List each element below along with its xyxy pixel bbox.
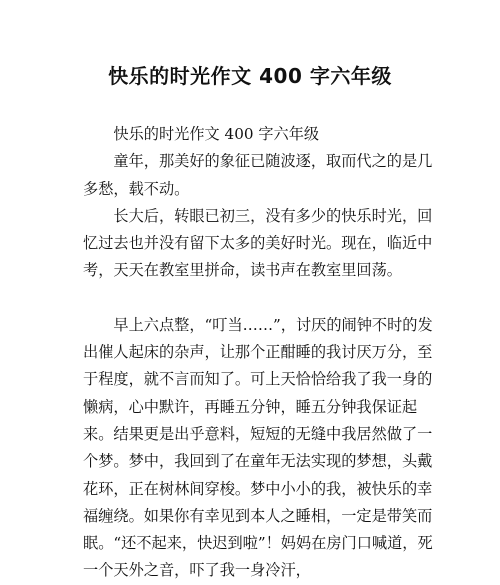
paragraph-spacer — [83, 285, 438, 312]
paragraph-childhood: 童年，那美好的象征已随波逐，取而代之的是几多愁，载不动。 — [83, 152, 433, 198]
paragraph-grown-up: 长大后，转眼已初三，没有多少的快乐时光，回忆过去也并没有留下太多的美好时光。现在，临近中考，天天在教室里拼命，读书声在教室里回荡。 — [83, 206, 433, 280]
paragraph-morning: 早上六点整，“叮当……”，讨厌的闹钟不时的发出催人起床的杂声，让那个正酣睡的我讨厌万分，至于程度，就不言而知了。可上天恰恰给我了我一身的懒病，心中默许，再睡五分钟，睡五分钟我保证起来。结果更是出乎意料，短短的无缝中我居然做了一个梦。梦中，我回到了在童年无法实现的梦想，头戴花环，正在树林间穿梭。梦中小小的我，被快乐的幸福缠绕。如果你有幸见到本人之睡相，一定是带笑而眠。“还不起来，快迟到啦”！妈妈在房门口喊道，死一个天外之音，吓了我一身冷汗， — [83, 315, 433, 580]
document-body — [83, 121, 438, 585]
document-title: 快乐的时光作文 400 字六年级 — [108, 64, 392, 88]
paragraph-subtitle: 快乐的时光作文 400 字六年级 — [113, 125, 320, 143]
